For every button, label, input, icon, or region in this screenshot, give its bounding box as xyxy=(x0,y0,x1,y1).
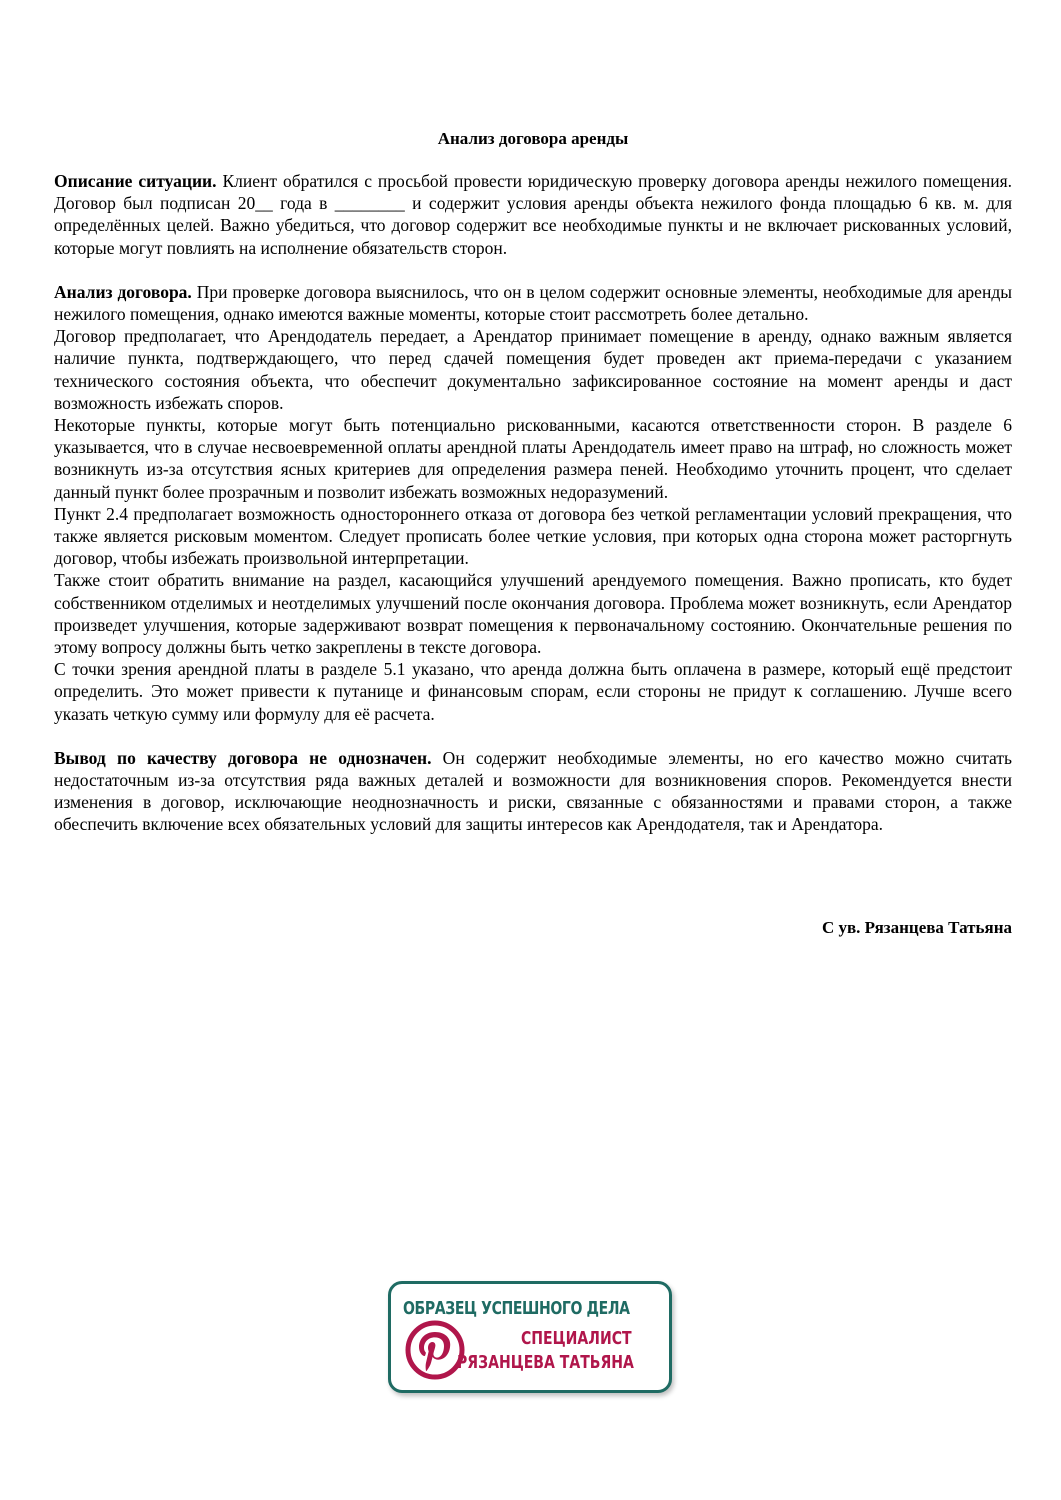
analysis-paragraph-1: Договор предполагает, что Арендодатель передает, а Арендатор принимает помещение в аренду, однако важным является наличие пункта, подтверждающего, что перед сдачей помещения будет проведен акт приема-передачи с указанием технического состояния объекта, что обеспечит документально зафиксированное состояние на момент аренды и даст возможность избежать споров. xyxy=(54,326,1012,413)
analysis-paragraph-4: Также стоит обратить внимание на раздел, касающийся улучшений арендуемого помещения. Важно прописать, кто будет собственником отделимых и неотделимых улучшений после окончания договора. Проблема может возникнуть, если Арендатор произведет улучшения, которые задерживают возврат помещения к первоначальному состоянию. Окончательные решения по этому вопросу должны быть четко закреплены в тексте договора. xyxy=(54,570,1012,658)
situation-label: Описание ситуации. xyxy=(54,171,217,191)
situation-text: Клиент обратился с просьбой провести юридическую проверку договора аренды нежилого помещения. Договор был подписан 20__ года в ________ и содержит условия аренды объекта нежилого фонда площадью 6 кв. м. для определённых целей. Важно убедиться, что договор содержит все необходимые пункты и не включает рискованных условий, которые могут повлиять на исполнение обязательств сторон. xyxy=(54,171,1012,258)
analysis-paragraph-5: С точки зрения арендной платы в разделе 5.1 указано, что аренда должна быть оплачена в размере, который ещё предстоит определить. Это может привести к путанице и финансовым спорам, если стороны не придут к соглашению. Лучше всего указать четкую сумму или формулу для её расчета. xyxy=(54,659,1012,724)
analysis-label: Анализ договора. xyxy=(54,281,192,302)
analysis-paragraph xyxy=(54,281,1012,325)
analysis-text: При проверке договора выяснилось, что он в целом содержит основные элементы, необходимые для аренды нежилого помещения, однако имеются важные моменты, которые стоит рассмотреть более детально. xyxy=(54,281,1012,325)
document-title: Анализ договора аренды xyxy=(437,129,629,148)
situation-paragraph xyxy=(54,170,1012,259)
conclusion-paragraph xyxy=(54,747,1012,836)
signature: С ув. Рязанцева Татьяна xyxy=(821,918,1012,937)
stamp-badge xyxy=(388,1281,672,1393)
stamp-line-2: СПЕЦИАЛИСТ xyxy=(521,1328,632,1349)
analysis-paragraph-2: Некоторые пункты, которые могут быть потенциально рискованными, касаются ответственности сторон. В разделе 6 указывается, что в случае несвоевременной оплаты арендной платы Арендодатель имеет право на штраф, но сложность может возникнуть из-за отсутствия ясных критериев для определения размера пеней. Необходимо уточнить процент, что сделает данный пункт более прозрачным и позволит избежать возможных недоразумений. xyxy=(54,415,1012,502)
analysis-paragraph-3: Пункт 2.4 предполагает возможность одностороннего отказа от договора без четкой регламентации условий прекращения, что также является рисковым моментом. Следует прописать более четкие условия, при которых одна сторона может расторгнуть договор, чтобы избежать произвольной интерпретации. xyxy=(54,503,1012,569)
stamp-line-3: РЯЗАНЦЕВА ТАТЬЯНА xyxy=(457,1352,634,1373)
document-body xyxy=(54,128,1012,836)
conclusion-text: Он содержит необходимые элементы, но его качество можно считать недостаточным из-за отсутствия ряда важных деталей и возможности для возникновения споров. Рекомендуется внести изменения в договор, исключающие неоднозначность и риски, связанные с обязанностями и правами сторон, а также обеспечить включение всех обязательных условий для защиты интересов как Арендодателя, так и Арендатора. xyxy=(54,747,1012,835)
pinterest-icon xyxy=(405,1320,465,1380)
stamp-line-1: ОБРАЗЕЦ УСПЕШНОГО ДЕЛА xyxy=(403,1298,630,1319)
conclusion-label: Вывод по качеству договора не однозначен. xyxy=(54,747,432,768)
